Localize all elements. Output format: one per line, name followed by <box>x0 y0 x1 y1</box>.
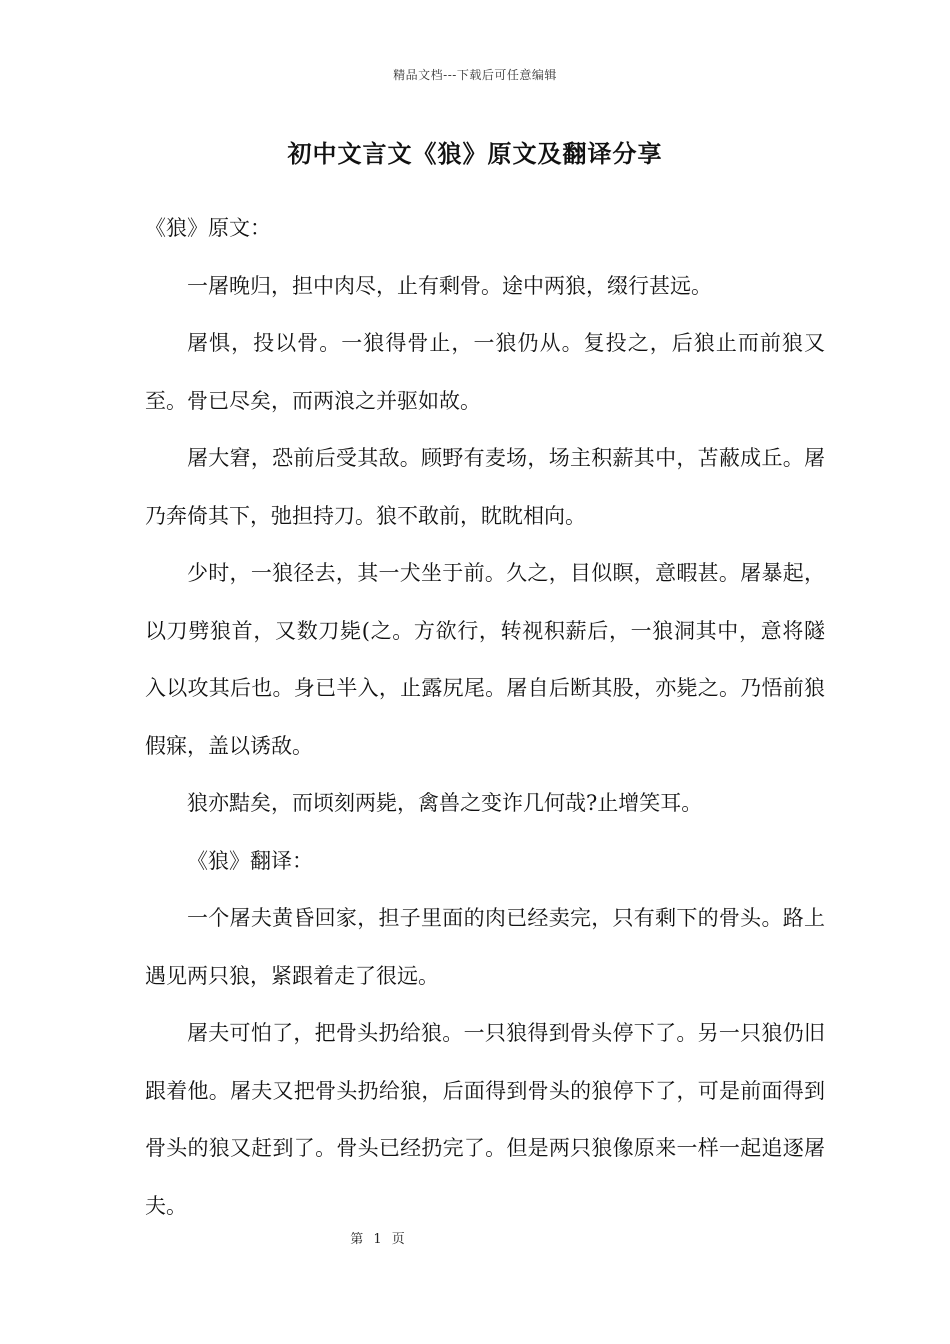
paragraph: 屠惧，投以骨。一狼得骨止，一狼仍从。复投之，后狼止而前狼又至。骨已尽矣，而两浪之并驱如故。 <box>145 331 825 413</box>
paragraph: 一屠晚归，担中肉尽，止有剩骨。途中两狼，缀行甚远。 <box>187 273 712 298</box>
paragraph: 屠夫可怕了，把骨头扔给狼。一只狼得到骨头停下了。另一只狼仍旧跟着他。屠夫又把骨头扔给狼，后面得到骨头的狼停下了，可是前面得到骨头的狼又赶到了。骨头已经扔完了。但是两只狼像原来一样一起追逐屠夫。 <box>145 1021 825 1218</box>
paragraph: 一个屠夫黄昏回家，担子里面的肉已经卖完，只有剩下的骨头。路上遇见两只狼，紧跟着走了很远。 <box>145 906 825 988</box>
page-header-note: 精品文档---下载后可任意编辑 <box>393 68 557 82</box>
page-number: 第 1 页 <box>350 1232 405 1247</box>
section-heading-original: 《狼》原文： <box>145 216 271 240</box>
section-heading-translation: 《狼》翻译： <box>187 848 313 873</box>
document-title: 初中文言文《狼》原文及翻译分享 <box>287 139 663 168</box>
paragraph: 屠大窘，恐前后受其敌。顾野有麦场，场主积薪其中，苫蔽成丘。屠乃奔倚其下，弛担持刀。狼不敢前，眈眈相向。 <box>145 446 825 528</box>
paragraph: 狼亦黠矣，而顷刻两毙，禽兽之变诈几何哉?止增笑耳。 <box>187 791 703 815</box>
paragraph: 少时，一狼径去，其一犬坐于前。久之，目似瞑，意暇甚。屠暴起，以刀劈狼首，又数刀毙(之。方欲行，转视积薪后，一狼洞其中，意将隧入以攻其后也。身已半入，止露尻尾。屠自后断其股，亦毙之。乃悟前狼假寐，盖以诱敌。 <box>145 561 825 758</box>
document-body <box>145 200 825 1235</box>
